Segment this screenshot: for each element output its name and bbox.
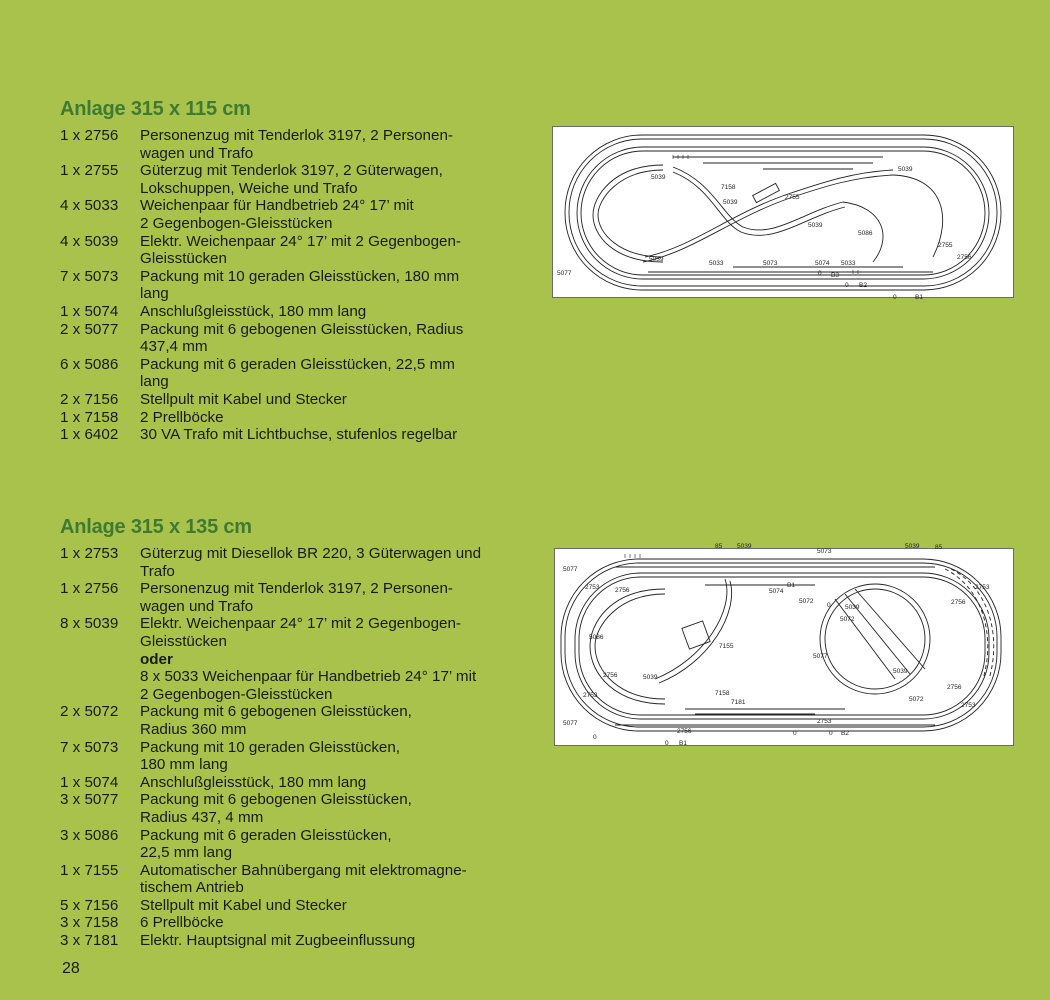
alternative-row xyxy=(60,651,520,704)
track-plan-315x115 xyxy=(552,126,1014,301)
parts-list xyxy=(60,545,520,950)
plan-label: B3 xyxy=(831,272,839,279)
plan-label: 5077 xyxy=(813,653,828,660)
parts-list xyxy=(60,127,520,444)
plan-label: 5077 xyxy=(563,566,578,573)
part-row xyxy=(60,162,520,197)
plan-label: 2756 xyxy=(957,254,972,261)
plan-label: 5039 xyxy=(845,604,860,611)
plan-label: 5073 xyxy=(763,260,778,267)
plan-label: 5039 xyxy=(723,199,738,206)
part-description: Elektr. Weichenpaar 24° 17’ mit 2 Gegenbogen- Gleisstücken xyxy=(140,615,461,650)
track-plan-drawing xyxy=(553,127,1013,301)
plan-label: 5074 xyxy=(815,260,830,267)
part-description: Personenzug mit Tenderlok 3197, 2 Personen- wagen und Trafo xyxy=(140,127,453,162)
part-row xyxy=(60,791,520,826)
part-quantity: 1 x 2753 xyxy=(60,545,119,562)
plan-label: 7155 xyxy=(719,643,734,650)
part-description: Weichenpaar für Handbetrieb 24° 17’ mit 2 Gegenbogen-Gleisstücken xyxy=(140,197,414,232)
plan-label: 5086 xyxy=(589,634,604,641)
part-description: Packung mit 10 geraden Gleisstücken, 180 mm lang xyxy=(140,738,401,774)
part-description: 2 Prellböcke xyxy=(140,408,224,426)
part-quantity: 1 x 6402 xyxy=(60,426,119,444)
part-quantity: 2 x 5072 xyxy=(60,703,119,721)
part-description: Stellpult mit Kabel und Stecker xyxy=(140,896,347,914)
track-plan-315x135 xyxy=(554,543,1014,747)
plan-label: 5039 xyxy=(643,674,658,681)
part-description: Elektr. Hauptsignal mit Zugbeeinflussung xyxy=(140,932,416,950)
oder-label: oder xyxy=(140,650,173,668)
part-quantity: 1 x 2755 xyxy=(60,162,119,180)
part-quantity: 7 x 5073 xyxy=(60,738,119,756)
plan-label: 0 xyxy=(818,270,822,277)
part-quantity: 1 x 2756 xyxy=(60,580,119,598)
part-row xyxy=(60,303,520,321)
plan-label: B2 xyxy=(841,730,849,737)
plan-label: 5039 xyxy=(893,668,908,675)
plan-label: 0 xyxy=(665,740,669,747)
plan-label: 5039 xyxy=(737,543,752,550)
plan-label: 5077 xyxy=(563,720,578,727)
plan-label: 5039 xyxy=(649,256,664,263)
part-description: Güterzug mit Diesellok BR 220, 3 Güterwagen und Trafo xyxy=(140,545,482,580)
part-quantity: 8 x 5039 xyxy=(60,615,119,633)
part-row xyxy=(60,932,520,950)
part-description: Packung mit 6 geraden Gleisstücken, 22,5 mm lang xyxy=(140,826,392,862)
plan-label: 5039 xyxy=(808,222,823,229)
part-row xyxy=(60,739,520,774)
part-quantity: 2 x 5077 xyxy=(60,320,119,338)
section-315x135 xyxy=(60,516,520,950)
plan-label: 5086 xyxy=(858,230,873,237)
part-description: 6 Prellböcke xyxy=(140,914,224,932)
part-description: Anschlußgleisstück, 180 mm lang xyxy=(140,773,367,791)
part-description: Güterzug mit Tenderlok 3197, 2 Güterwagen, Lokschuppen, Weiche und Trafo xyxy=(140,162,443,197)
plan-label: 2755 xyxy=(785,194,800,201)
part-description: 30 VA Trafo mit Lichtbuchse, stufenlos regelbar xyxy=(140,426,458,444)
part-row xyxy=(60,321,520,356)
part-description: Personenzug mit Tenderlok 3197, 2 Personen- wagen und Trafo xyxy=(140,580,453,615)
alternative-block xyxy=(140,651,520,704)
section-title: Anlage 315 x 115 cm xyxy=(60,98,251,120)
page-number: 28 xyxy=(62,960,80,977)
part-quantity: 1 x 7158 xyxy=(60,408,119,426)
plan-label: 5033 xyxy=(709,260,724,267)
plan-label: B1 xyxy=(787,582,795,589)
spacer xyxy=(60,651,140,704)
plan-label: 5077 xyxy=(557,270,572,277)
part-description: Packung mit 6 gebogenen Gleisstücken, Radius 437,4 mm xyxy=(140,320,464,356)
plan-label: 2753 xyxy=(961,702,976,709)
part-row xyxy=(60,268,520,303)
plan-label: 5039 xyxy=(898,166,913,173)
plan-label: 2756 xyxy=(603,672,618,679)
plan-label: 5039 xyxy=(905,543,920,550)
plan-label: 5072 xyxy=(909,696,924,703)
part-row xyxy=(60,545,520,580)
part-quantity: 3 x 7181 xyxy=(60,932,119,950)
part-row xyxy=(60,127,520,162)
part-description: Anschlußgleisstück, 180 mm lang xyxy=(140,302,367,320)
plan-label: B2 xyxy=(859,282,867,289)
plan-label: 5039 xyxy=(651,174,666,181)
plan-label: 7158 xyxy=(721,184,736,191)
part-row xyxy=(60,580,520,615)
part-description: Stellpult mit Kabel und Stecker xyxy=(140,390,347,408)
plan-label: 2756 xyxy=(615,587,630,594)
plan-label: B1 xyxy=(679,740,687,747)
part-quantity: 3 x 7158 xyxy=(60,914,119,932)
plan-label: 0 xyxy=(845,282,849,289)
part-row xyxy=(60,233,520,268)
part-description: Packung mit 6 geraden Gleisstücken, 22,5 mm lang xyxy=(140,355,455,391)
part-row xyxy=(60,356,520,391)
part-row xyxy=(60,197,520,232)
plan-label: 0 xyxy=(829,730,833,737)
part-description: Packung mit 6 gebogenen Gleisstücken, Radius 360 mm xyxy=(140,703,412,738)
plan-label: 2756 xyxy=(677,728,692,735)
alternative-text: 8 x 5033 Weichenpaar für Handbetrieb 24° 17’ mit 2 Gegenbogen-Gleisstücken xyxy=(140,668,477,703)
track-plan-drawing xyxy=(555,543,1013,747)
plan-label: 2753 xyxy=(817,718,832,725)
plan-label: 2756 xyxy=(947,684,962,691)
part-quantity: 3 x 5077 xyxy=(60,791,119,809)
part-quantity: 7 x 5073 xyxy=(60,267,119,285)
part-description: Automatischer Bahnübergang mit elektromagne- tischem Antrieb xyxy=(140,861,467,897)
plan-label: 0 xyxy=(593,734,597,741)
part-row xyxy=(60,409,520,427)
part-description: Packung mit 6 gebogenen Gleisstücken, Radius 437, 4 mm xyxy=(140,791,412,826)
part-quantity: 1 x 5074 xyxy=(60,302,119,320)
part-quantity: 6 x 5086 xyxy=(60,355,119,373)
part-quantity: 4 x 5039 xyxy=(60,232,119,250)
section-title: Anlage 315 x 135 cm xyxy=(60,516,252,538)
plan-label: 0 xyxy=(827,602,831,609)
part-description: Elektr. Weichenpaar 24° 17’ mit 2 Gegenbogen- Gleisstücken xyxy=(140,232,461,268)
part-row xyxy=(60,426,520,444)
part-quantity: 5 x 7156 xyxy=(60,896,119,914)
plan-label: 85 xyxy=(715,543,723,550)
plan-label: B1 xyxy=(915,294,923,301)
plan-label: 7181 xyxy=(731,699,746,706)
part-quantity: 1 x 7155 xyxy=(60,861,119,879)
part-quantity: 1 x 5074 xyxy=(60,773,119,791)
plan-label: 5074 xyxy=(769,588,784,595)
plan-label: 2755 xyxy=(938,242,953,249)
plan-label: 2753 xyxy=(583,692,598,699)
part-row xyxy=(60,391,520,409)
part-quantity: 4 x 5033 xyxy=(60,197,119,215)
plan-label: 85 xyxy=(935,544,943,551)
plan-label: 5072 xyxy=(799,598,814,605)
part-row xyxy=(60,914,520,932)
plan-label: 5072 xyxy=(840,616,855,623)
plan-label: 2756 xyxy=(951,599,966,606)
plan-label: 0 xyxy=(793,730,797,737)
plan-label: 7158 xyxy=(715,690,730,697)
part-row xyxy=(60,897,520,915)
part-row xyxy=(60,774,520,792)
plan-label: 5033 xyxy=(841,260,856,267)
part-description: Packung mit 10 geraden Gleisstücken, 180 mm lang xyxy=(140,267,460,303)
part-quantity: 2 x 7156 xyxy=(60,390,119,408)
plan-label: 5073 xyxy=(817,548,832,555)
part-row xyxy=(60,862,520,897)
part-row xyxy=(60,827,520,862)
part-row xyxy=(60,615,520,650)
part-quantity: 3 x 5086 xyxy=(60,826,119,844)
part-quantity: 1 x 2756 xyxy=(60,127,119,144)
part-row xyxy=(60,703,520,738)
plan-label: 2753 xyxy=(585,584,600,591)
plan-label: 0 xyxy=(893,294,897,301)
section-315x115 xyxy=(60,98,520,444)
plan-label: 2753 xyxy=(975,584,990,591)
